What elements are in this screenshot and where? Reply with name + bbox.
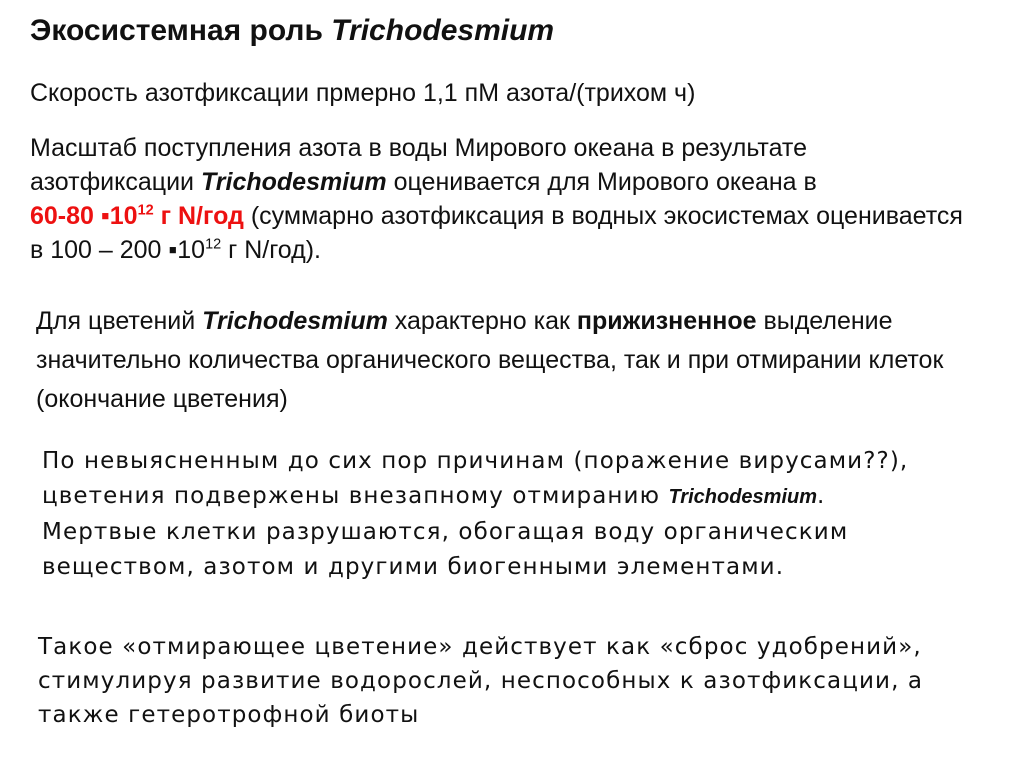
dieoff-line2-post: . <box>817 483 826 509</box>
dieoff-line1: По невыясненным до сих пор причинам (поражение вирусами??), <box>42 448 909 474</box>
dieoff-line2-pre: цветения подвержены внезапному отмиранию <box>42 483 669 509</box>
bloom-excretion-line1-post: выделение <box>756 307 893 335</box>
dieoff-line3: Мертвые клетки разрушаются, обогащая воду органическим <box>42 519 849 545</box>
nitrogen-scale-line1: Масштаб поступления азота в воды Мирового океана в результате <box>30 134 808 162</box>
nitrogen-scale-line4-pre: в 100 – 200 ▪10 <box>30 236 206 264</box>
nitrogen-scale-line3-rest: (суммарно азотфиксация в водных экосистемах оценивается <box>243 202 963 230</box>
paragraph-fertilizer-dump <box>38 630 923 732</box>
total-flux-exponent: 12 <box>205 236 222 253</box>
nitrogen-scale-line4-post: г N/год). <box>221 236 321 264</box>
species-name: Trichodesmium <box>668 486 818 508</box>
fixation-rate-text: Скорость азотфиксации прмерно 1,1 пМ азота/(трихом ч) <box>30 79 696 107</box>
fertilizer-dump-line3: также гетеротрофной биоты <box>38 702 420 728</box>
bloom-excretion-line2: значительно количества органического вещества, так и при отмирании клеток <box>36 346 944 374</box>
slide-title-text: Экосистемная роль <box>30 14 332 47</box>
nitrogen-scale-line2-post: оценивается для Мирового океана в <box>386 168 817 196</box>
species-name: Trichodesmium <box>202 307 388 335</box>
slide-title <box>30 12 554 50</box>
flux-value-exponent: 12 <box>137 202 154 219</box>
bloom-excretion-line1-mid: характерно как <box>387 307 577 335</box>
fertilizer-dump-line1: Такое «отмирающее цветение» действует как «сброс удобрений», <box>38 634 922 660</box>
nitrogen-flux-value-highlight <box>30 202 244 230</box>
species-name: Trichodesmium <box>200 168 387 196</box>
paragraph-fixation-rate <box>30 76 695 110</box>
slide-title-species-name: Trichodesmium <box>331 14 555 47</box>
paragraph-nitrogen-input-scale <box>30 131 963 267</box>
nitrogen-scale-line2-pre: азотфиксации <box>30 168 201 196</box>
bloom-excretion-line3: (окончание цветения) <box>36 385 288 413</box>
fertilizer-dump-line2: стимулируя развитие водорослей, неспособных к азотфиксации, а <box>38 668 924 694</box>
dieoff-line4: веществом, азотом и другими биогенными элементами. <box>42 554 785 580</box>
paragraph-sudden-dieoff <box>42 444 908 585</box>
paragraph-bloom-excretion <box>36 302 943 419</box>
flux-value-base: 60-80 ▪10 <box>30 202 138 230</box>
bloom-excretion-line1-pre: Для цветений <box>36 307 203 335</box>
lifetime-release-emphasis: прижизненное <box>576 307 757 335</box>
flux-value-units: г N/год <box>153 202 244 230</box>
